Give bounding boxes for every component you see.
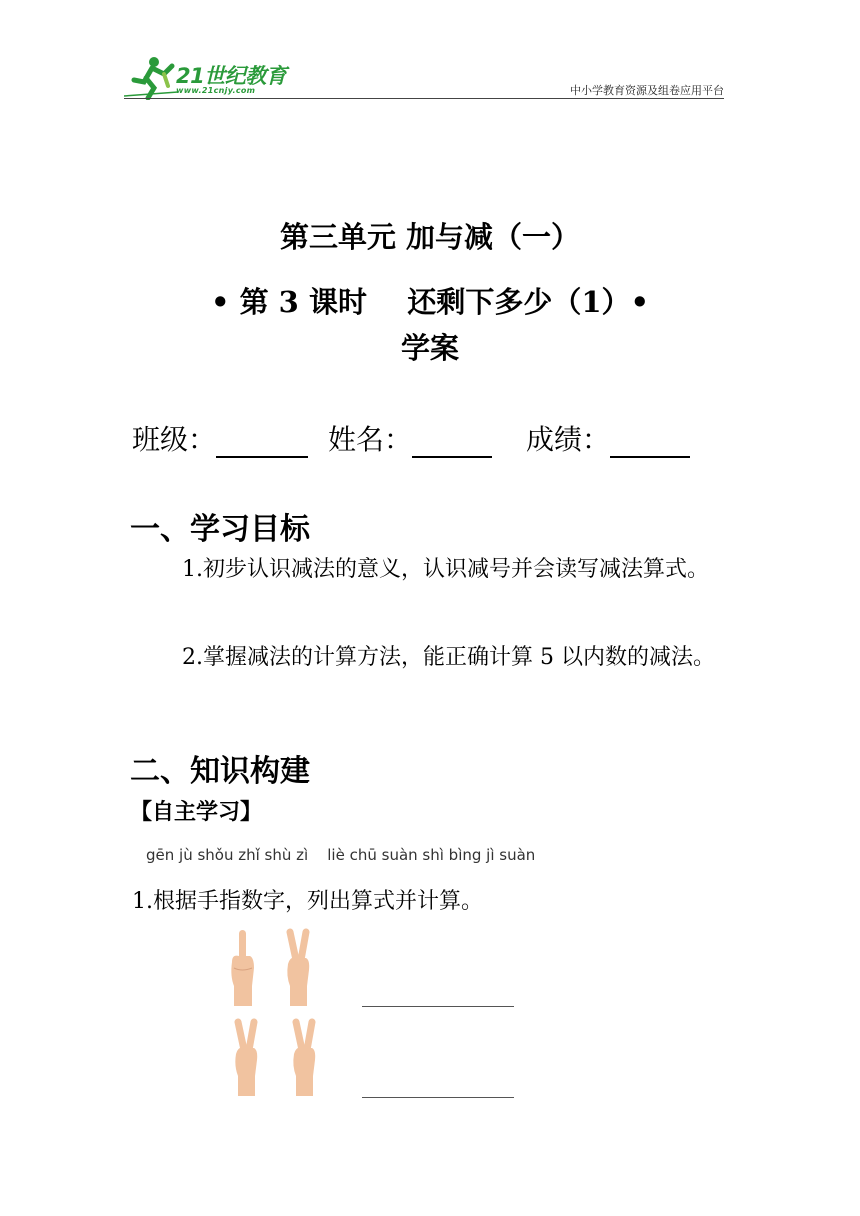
hand-two-fingers-icon bbox=[290, 1018, 318, 1096]
answer-blank-1[interactable] bbox=[362, 1006, 514, 1007]
score-label: 成绩： bbox=[526, 423, 611, 456]
question-1: 1.根据手指数字，列出算式并计算。 bbox=[132, 889, 483, 914]
unit-title: 第三单元 加与减（一） bbox=[279, 220, 581, 254]
section-heading-goals: 一、学习目标 bbox=[130, 512, 310, 547]
score-blank[interactable] bbox=[610, 424, 690, 458]
name-blank[interactable] bbox=[412, 424, 492, 458]
logo-runner-icon bbox=[124, 52, 180, 100]
section-heading-knowledge: 二、知识构建 bbox=[130, 754, 310, 789]
document-type-title: 学案 bbox=[400, 331, 459, 365]
header-slogan: 中小学教育资源及组卷应用平台 bbox=[570, 84, 724, 97]
goal-item: 1.初步认识减法的意义，认识减号并会读写减法算式。 bbox=[182, 557, 709, 582]
header-divider bbox=[124, 98, 724, 99]
student-info-line bbox=[132, 418, 690, 458]
goal-item: 2.掌握减法的计算方法，能正确计算 5 以内数的减法。 bbox=[182, 645, 715, 670]
class-blank[interactable] bbox=[216, 424, 308, 458]
hand-two-fingers-icon bbox=[232, 1018, 260, 1096]
answer-blank-2[interactable] bbox=[362, 1097, 514, 1098]
hand-two-fingers-icon bbox=[284, 928, 312, 1006]
logo-url: www.21cnjy.com bbox=[176, 86, 256, 95]
pinyin-line: gēn jù shǒu zhǐ shù zì liè chū suàn shì bìng jì suàn bbox=[146, 846, 536, 864]
self-study-subheading: 【自主学习】 bbox=[130, 800, 263, 825]
class-label: 班级： bbox=[132, 423, 217, 456]
logo-text: 21世纪教育 bbox=[176, 64, 287, 88]
hand-one-finger-icon bbox=[228, 928, 256, 1006]
name-label: 姓名： bbox=[328, 423, 413, 456]
lesson-title: • 第 3 课时 还剩下多少（1）• bbox=[210, 285, 650, 319]
